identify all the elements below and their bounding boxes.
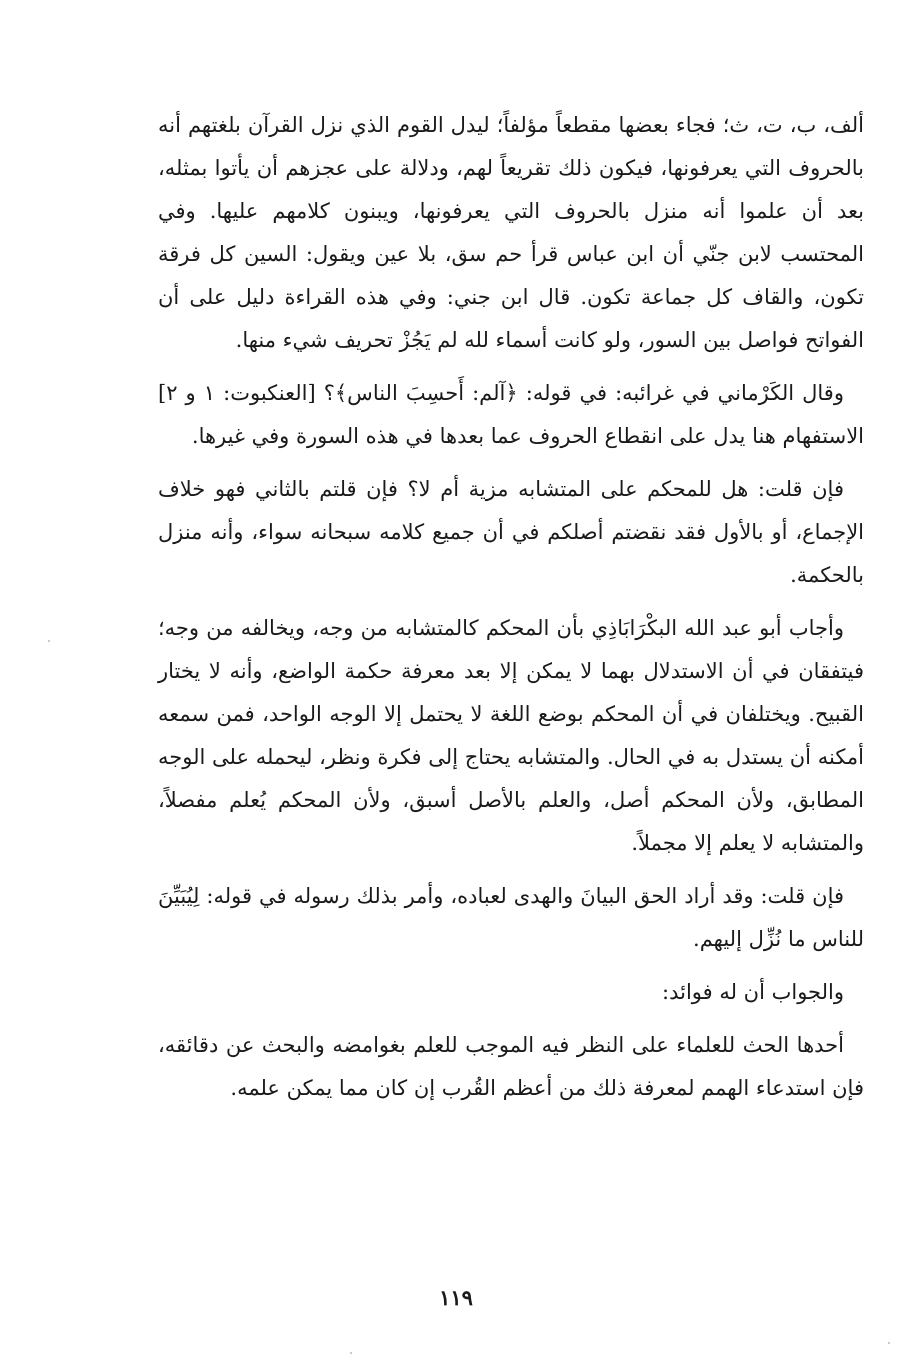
paragraph-2: وقال الكَرْماني في غرائبه: في قوله: ﴿آلم: أَحسِبَ الناس﴾؟ [العنكبوت: ١ و ٢] الاستفهام هنا يدل على انقطاع الحروف عما بعدها في هذه السورة وفي غيرها. [158,381,864,448]
scan-speck-mark [48,640,50,642]
page-number: ١١٩ [439,1285,473,1310]
paragraph-6: والجواب أن له فوائد: [662,980,844,1004]
paragraph-1: ألف، ب، ت، ث؛ فجاء بعضها مقطعاً مؤلفاً؛ ليدل القوم الذي نزل القرآن بلغتهم أنه بالحروف التي يعرفونها، فيكون ذلك تقريعاً لهم، ودلالة على عجزهم أن يأتوا بمثله، بعد أن علموا أنه منزل بالحروف التي يعرفونها، ويبنون كلامهم عليها. وفي المحتسب لابن جنّي أن ابن عباس قرأ حم سق، بلا عين ويقول: السين كل فرقة تكون، والقاف كل جماعة تكون. قال ابن جني: وفي هذه القراءة دليل على أن الفواتح فواصل بين السور، ولو كانت أسماء لله لم يَجُزْ تحريف شيء منها. [158,113,864,352]
paragraph-4: وأجاب أبو عبد الله البكْرَابَاذِي بأن المحكم كالمتشابه من وجه، ويخالفه من وجه؛ فيتفقان في أن الاستدلال بهما لا يمكن إلا بعد معرفة حكمة الواضع، وأنه لا يختار القبيح. ويختلفان في أن المحكم بوضع اللغة لا يحتمل إلا الوجه الواحد، فمن سمعه أمكنه أن يستدل به في الحال. والمتشابه يحتاج إلى فكرة ونظر، ليحمله على الوجه المطابق، ولأن المحكم أصل، والعلم بالأصل أسبق، ولأن المحكم يُعلم مفصلاً، والمتشابه لا يعلم إلا مجملاً. [158,616,864,855]
paragraph-5: فإن قلت: وقد أراد الحق البيانَ والهدى لعباده، وأمر بذلك رسوله في قوله: لِيُبَيِّنَ للناس ما نُزِّل إليهم. [158,884,864,951]
scan-speck-mark [888,1342,890,1344]
paragraph-3: فإن قلت: هل للمحكم على المتشابه مزية أم لا؟ فإن قلتم بالثاني فهو خلاف الإجماع، أو بالأول فقد نقضتم أصلكم في أن جميع كلامه سبحانه سواء، وأنه منزل بالحكمة. [158,477,864,587]
body-text [158,104,864,1110]
paragraph-7: أحدها الحث للعلماء على النظر فيه الموجب للعلم بغوامضه والبحث عن دقائقه، فإن استدعاء الهمم لمعرفة ذلك من أعظم القُرب إن كان مما يمكن علمه. [158,1033,864,1100]
scan-speck-mark [350,1352,352,1354]
